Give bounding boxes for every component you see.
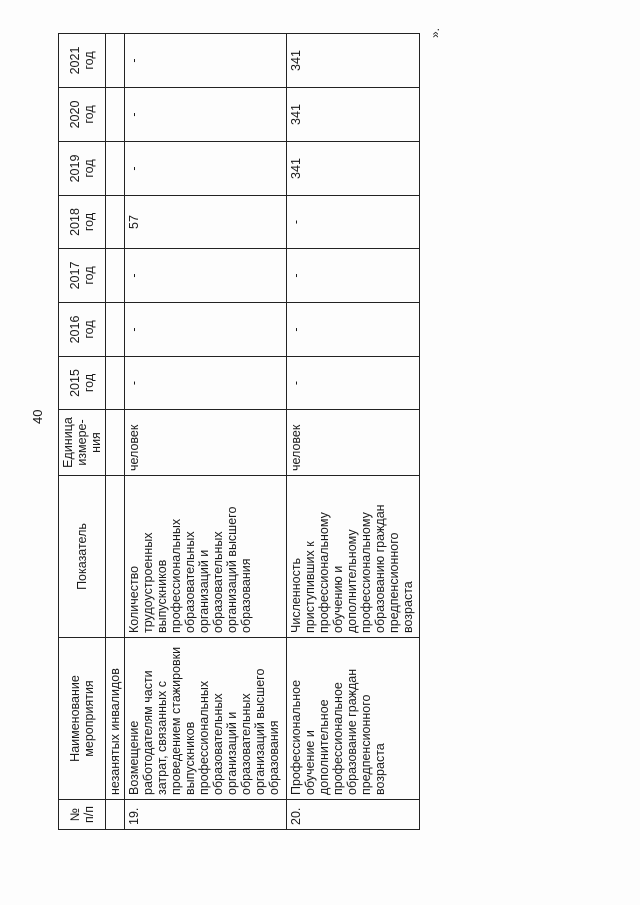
closing-quote: ». — [428, 27, 442, 38]
row-value-2016: - — [125, 303, 287, 357]
header-year-2015: 2015 год — [59, 357, 106, 410]
row-indicator: Численность приступивших к профессиональному обучению и дополнительному профессиональному образованию граждан предпенсионного возраста — [287, 476, 420, 638]
page-number: 40 — [30, 409, 45, 424]
row-value-2021: - — [125, 34, 287, 88]
row-value-2019: - — [125, 142, 287, 196]
row-value-2021: 341 — [287, 34, 420, 88]
section-row — [106, 34, 125, 830]
table-row — [287, 34, 420, 830]
row-value-2019: 341 — [287, 142, 420, 196]
row-num: 20. — [287, 800, 420, 830]
header-year-2019: 2019 год — [59, 142, 106, 196]
row-event: Профессиональное обучение и дополнительное профессиональное образование граждан предпенсионного возраста — [287, 638, 420, 800]
header-unit: Единица измере-ния — [59, 410, 106, 476]
row-event: Возмещение работодателям части затрат, связанных с проведением стажировки выпускников профессиональных образовательных организаций и образовательных организаций высшего образования — [125, 638, 287, 800]
section-num-cell — [106, 800, 125, 830]
row-value-2015: - — [287, 357, 420, 410]
row-value-2016: - — [287, 303, 420, 357]
row-value-2018: - — [287, 196, 420, 249]
row-value-2020: 341 — [287, 88, 420, 142]
header-row — [59, 34, 106, 830]
row-value-2017: - — [287, 249, 420, 303]
row-indicator: Количество трудоустроенных выпускников профессиональных образовательных организаций и образовательных организаций высшего образования — [125, 476, 287, 638]
header-year-2017: 2017 год — [59, 249, 106, 303]
rotated-table-container — [58, 34, 420, 830]
row-value-2015: - — [125, 357, 287, 410]
header-event: Наименование мероприятия — [59, 638, 106, 800]
row-unit: человек — [125, 410, 287, 476]
header-year-2021: 2021 год — [59, 34, 106, 88]
header-num: № п/п — [59, 800, 106, 830]
section-label: незанятых инвалидов — [106, 638, 125, 800]
indicators-table — [58, 33, 420, 830]
header-year-2020: 2020 год — [59, 88, 106, 142]
header-indicator: Показатель — [59, 476, 106, 638]
row-unit: человек — [287, 410, 420, 476]
header-year-2016: 2016 год — [59, 303, 106, 357]
row-value-2018: 57 — [125, 196, 287, 249]
row-value-2017: - — [125, 249, 287, 303]
row-num: 19. — [125, 800, 287, 830]
table-row — [125, 34, 287, 830]
row-value-2020: - — [125, 88, 287, 142]
header-year-2018: 2018 год — [59, 196, 106, 249]
